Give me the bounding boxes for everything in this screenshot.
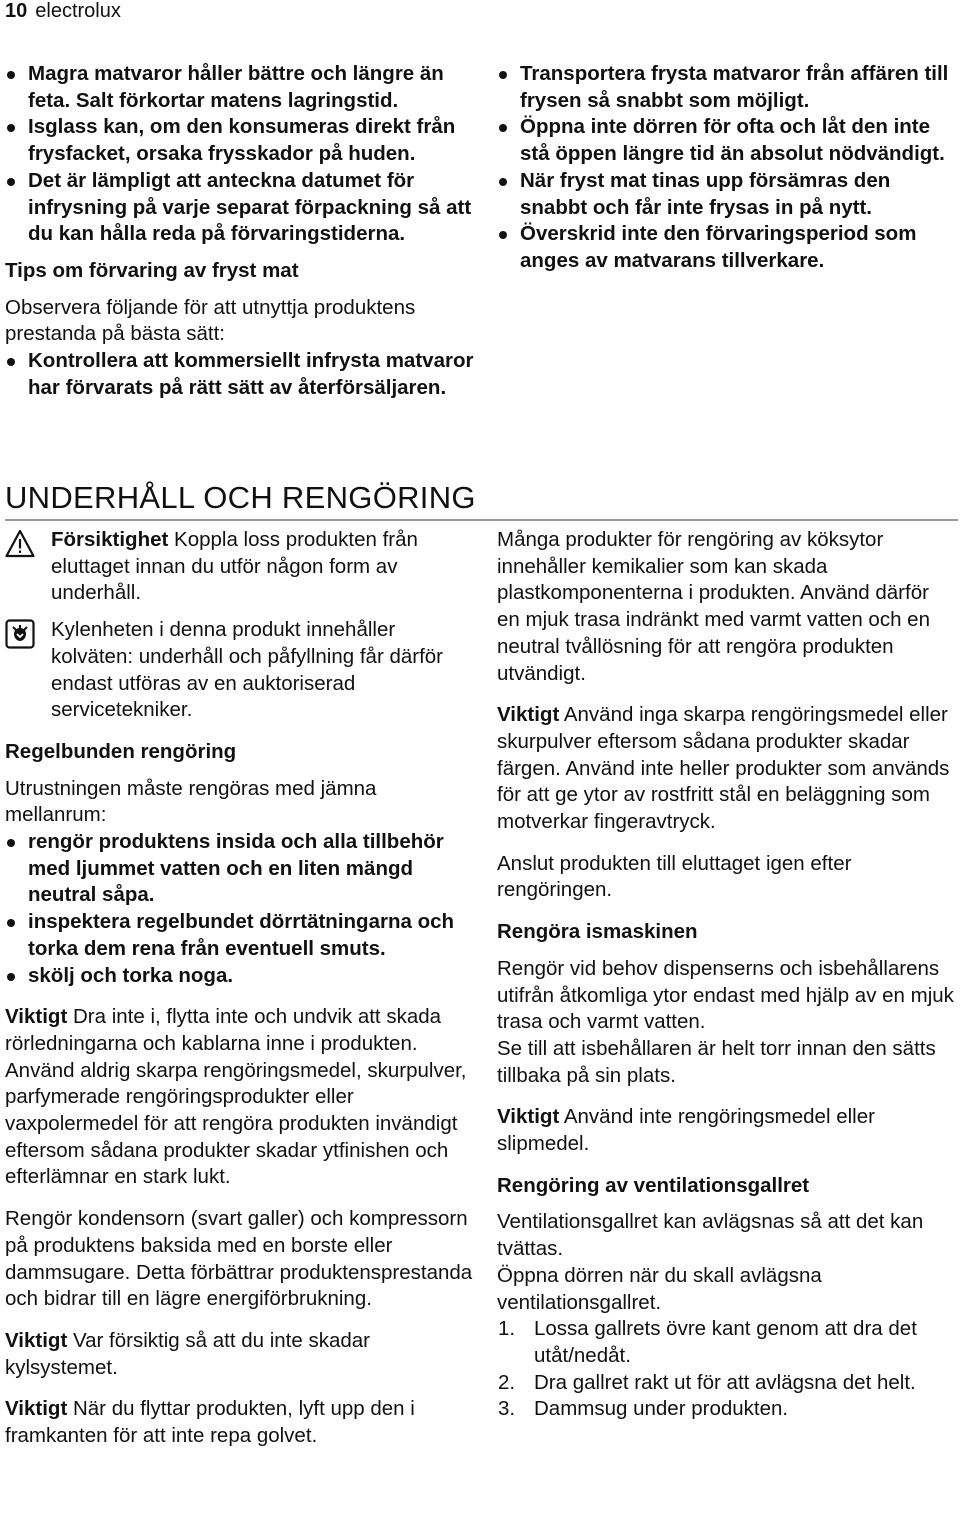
condenser-text: Rengör kondensorn (svart galler) och kompressorn på produktens baksida med en borste eller dammsugare. Detta förbättrar produktensprestanda och bidrar till en lägre energiförbrukning.: [5, 1207, 473, 1311]
tips-heading: Tips om förvaring av fryst mat: [5, 258, 299, 282]
tips-intro: Observera följande för att utnyttja produktens prestanda på bästa sätt:: [5, 295, 416, 346]
list-item: Öppna inte dörren för ofta och låt den inte stå öppen längre tid än absolut nödvändigt.: [497, 114, 957, 167]
important-label: Viktigt: [5, 1397, 68, 1421]
right-top-column: [497, 61, 957, 275]
important-label: Viktigt: [5, 1328, 68, 1352]
step-text: Dra gallret rakt ut för att avlägsna det helt.: [534, 1370, 916, 1394]
list-item: [497, 1316, 957, 1369]
storage-bullets: [5, 61, 475, 248]
section-title: UNDERHÅLL OCH RENGÖRING: [5, 479, 958, 521]
environment-note: [5, 617, 475, 724]
ice-maker-heading: Rengöra ismaskinen: [497, 920, 698, 944]
list-item: Isglass kan, om den konsumeras direkt från frysfacket, orsaka frysskador på huden.: [5, 114, 475, 167]
important-note: [5, 1004, 475, 1057]
vent-grille-heading: Rengöring av ventilationsgallret: [497, 1173, 810, 1197]
regular-cleaning-intro: Utrustningen måste rengöras med jämna mellanrum:: [5, 776, 377, 827]
step-number: 3.: [498, 1397, 516, 1421]
page-number: 10: [5, 0, 28, 22]
ice-maker-text: Rengör vid behov dispenserns och isbehållarens utifrån åtkomliga ytor endast med hjälp av en mjuk trasa och varmt vatten.: [497, 956, 954, 1034]
vent-grille-text-2: Öppna dörren när du skall avlägsna ventilationsgallret.: [497, 1263, 822, 1314]
tips-bullets-continued: [497, 61, 957, 275]
important-note: [497, 702, 957, 836]
right-bottom-column: [497, 527, 957, 1423]
step-number: 1.: [498, 1317, 516, 1341]
important-body: Använd inga skarpa rengöringsmedel eller skurpulver eftersom sådana produkter skadar färgen. Använd inte heller produkter som används för att ge ytor av rostfritt stål en beläggning som motverkar fingeravtryck.: [497, 703, 950, 834]
warning-triangle-icon: [5, 529, 35, 559]
regular-cleaning-heading: Regelbunden rengöring: [5, 739, 237, 763]
list-item: Det är lämpligt att anteckna datumet för infrysning på varje separat förpackning så att du kan hålla reda på förvaringstiderna.: [5, 168, 475, 248]
step-number: 2.: [498, 1370, 516, 1394]
environment-icon: [5, 619, 35, 649]
left-top-column: [5, 61, 475, 401]
important-label: Viktigt: [497, 1105, 560, 1129]
list-item: När fryst mat tinas upp försämras den snabbt och får inte frysas in på nytt.: [497, 168, 957, 221]
important-body: Använd inte rengöringsmedel eller slipmedel.: [497, 1105, 875, 1156]
tips-bullets: [5, 348, 475, 401]
important-note: [5, 1328, 475, 1381]
never-use-text: Använd aldrig skarpa rengöringsmedel, skurpulver, parfymerade rengöringsprodukter eller vaxpolermedel för att rengöra produkten invändigt eftersom sådana produkter skadar ytfinishen och efterlämnar en stark lukt.: [5, 1058, 467, 1189]
important-label: Viktigt: [497, 703, 560, 727]
caution-label: Försiktighet: [51, 528, 169, 551]
brand-name: electrolux: [35, 0, 121, 22]
important-body: När du flyttar produkten, lyft upp den i framkanten för att inte repa golvet.: [5, 1397, 415, 1448]
list-item: [497, 1370, 957, 1397]
list-item: Kontrollera att kommersiellt infrysta matvaror har förvarats på rätt sätt av återförsäljaren.: [5, 348, 475, 401]
important-note: [5, 1396, 475, 1449]
caution-text: [51, 527, 475, 607]
list-item: inspektera regelbundet dörrtätningarna och torka dem rena från eventuell smuts.: [5, 909, 475, 962]
important-note: [497, 1104, 957, 1157]
list-item: Magra matvaror håller bättre och längre än feta. Salt förkortar matens lagringstid.: [5, 61, 475, 114]
important-label: Viktigt: [5, 1005, 68, 1029]
list-item: Överskrid inte den förvaringsperiod som anges av matvarans tillverkare.: [497, 221, 957, 274]
left-bottom-column: [5, 527, 475, 1450]
vent-grille-text: Ventilationsgallret kan avlägsnas så att det kan tvättas.: [497, 1210, 924, 1261]
caution-note: [5, 527, 475, 607]
list-item: rengör produktens insida och alla tillbehör med ljummet vatten och en liten mängd neutral såpa.: [5, 829, 475, 909]
list-item: skölj och torka noga.: [5, 963, 475, 990]
list-item: Transportera frysta matvaror från affären till frysen så snabbt som möjligt.: [497, 61, 957, 114]
ice-maker-text-2: Se till att isbehållaren är helt torr innan den sätts tillbaka på sin plats.: [497, 1036, 936, 1087]
vent-grille-steps: [497, 1316, 957, 1423]
important-body: Var försiktig så att du inte skadar kylsystemet.: [5, 1328, 370, 1379]
reconnect-text: Anslut produkten till eluttaget igen efter rengöringen.: [497, 851, 852, 902]
caution-body: Koppla loss produkten från eluttaget innan du utför någon form av underhåll.: [51, 528, 418, 605]
list-item: [497, 1396, 957, 1423]
step-text: Dammsug under produkten.: [534, 1397, 789, 1421]
exterior-cleaning-text: Många produkter för rengöring av köksytor innehåller kemikalier som kan skada plastkomponenterna i produkten. Använd därför en mjuk trasa indränkt med varmt vatten och en neutral tvållösning för att rengöra produkten utvändigt.: [497, 528, 930, 685]
step-text: Lossa gallrets övre kant genom att dra det utåt/nedåt.: [534, 1317, 917, 1367]
important-body: Dra inte i, flytta inte och undvik att skada rörledningarna och kablarna inne i produkten.: [5, 1005, 442, 1055]
regular-cleaning-bullets: [5, 829, 475, 989]
page-header: [5, 0, 121, 23]
environment-text: Kylenheten i denna produkt innehåller kolväten: underhåll och påfyllning får därför endast utföras av en auktoriserad servicetekniker.: [51, 618, 444, 722]
